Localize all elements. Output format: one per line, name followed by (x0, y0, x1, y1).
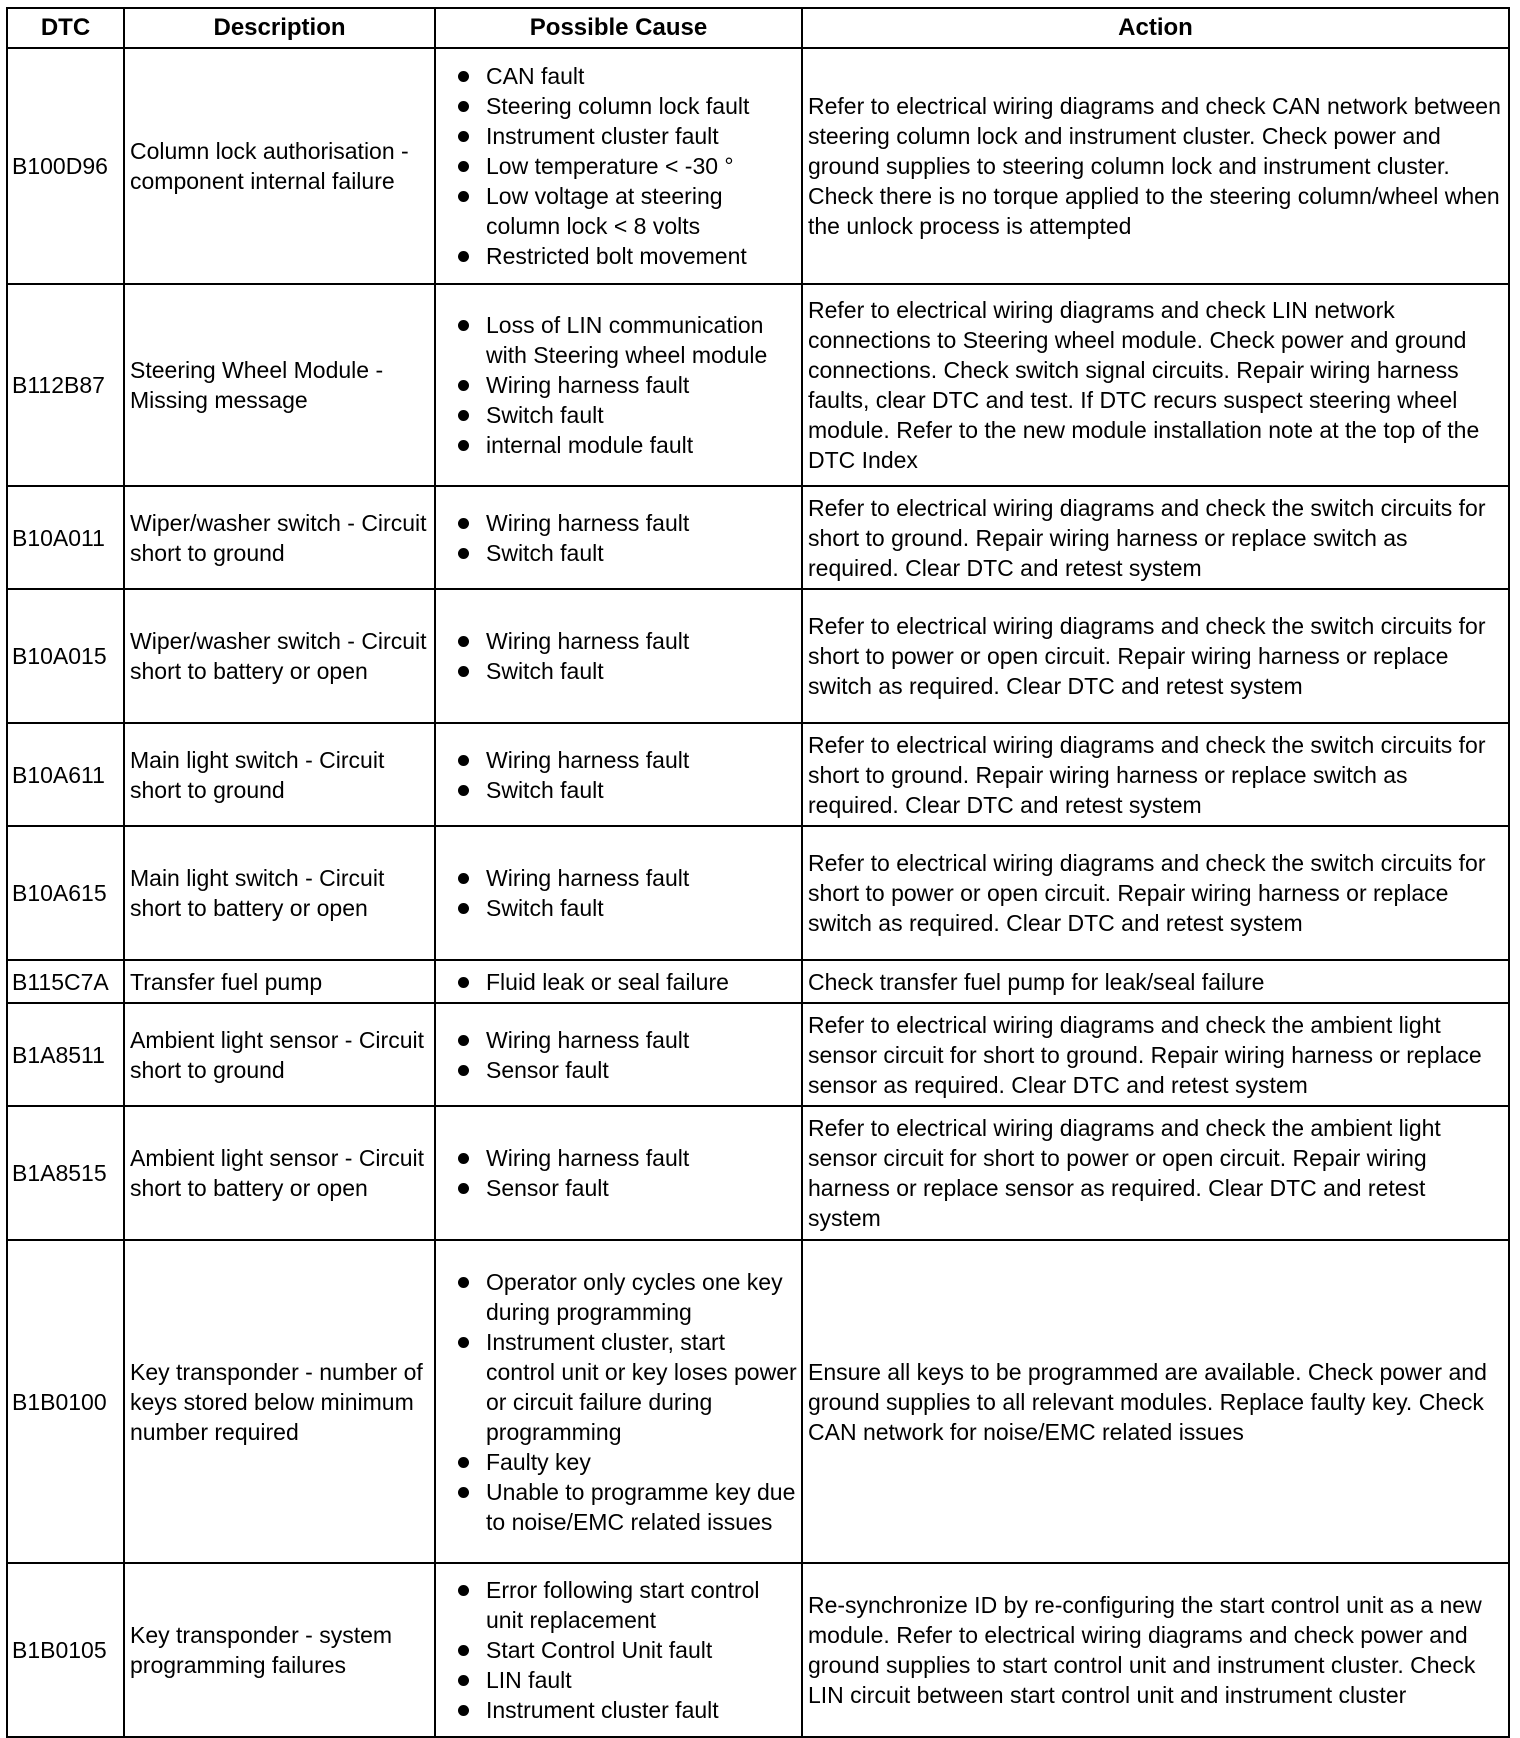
list-item (456, 1665, 797, 1695)
dtc-action: Refer to electrical wiring diagrams and check the switch circuits for short to ground. Repair wiring harness or replace switch as required. Clear DTC and retest system (802, 486, 1509, 589)
possible-cause-cell (435, 826, 802, 960)
list-item (456, 1143, 797, 1173)
table-row (7, 589, 1509, 723)
list-item (456, 1055, 797, 1085)
bullet-icon (458, 410, 469, 421)
list-item (456, 1477, 797, 1537)
bullet-icon (458, 977, 469, 988)
dtc-description: Main light switch - Circuit short to battery or open (124, 826, 435, 960)
dtc-action: Refer to electrical wiring diagrams and check the ambient light sensor circuit for short to ground. Repair wiring harness or replace sensor as required. Clear DTC and retest system (802, 1003, 1509, 1106)
dtc-code: B1B0100 (7, 1240, 124, 1563)
bullet-icon (458, 1487, 469, 1498)
list-item (456, 430, 797, 460)
table-row (7, 1563, 1509, 1737)
table-row (7, 284, 1509, 486)
dtc-code: B1B0105 (7, 1563, 124, 1737)
cause-list (456, 1025, 797, 1085)
dtc-action: Refer to electrical wiring diagrams and check the switch circuits for short to power or open circuit. Repair wiring harness or replace switch as required. Clear DTC and retest system (802, 589, 1509, 723)
cause-text: Wiring harness fault (486, 1026, 690, 1053)
list-item (456, 310, 797, 370)
cause-list (456, 61, 797, 271)
header-action: Action (802, 8, 1509, 48)
cause-text: internal module fault (486, 432, 694, 458)
dtc-action: Refer to electrical wiring diagrams and check LIN network connections to Steering wheel module. Check power and ground connections. Check switch signal circuits. Repair wiring harness faults, clear DTC and test. If DTC recurs suspect steering wheel module. Refer to the new module installation note at the top of the DTC Index (802, 284, 1509, 486)
dtc-description: Column lock authorisation - component internal failure (124, 48, 435, 284)
dtc-code: B1A8515 (7, 1106, 124, 1240)
bullet-icon (458, 1675, 469, 1686)
dtc-description: Main light switch - Circuit short to ground (124, 723, 435, 826)
cause-text: Wiring harness fault (486, 865, 690, 891)
cause-text: Sensor fault (486, 1056, 609, 1083)
cause-text: Loss of LIN communication with Steering wheel module (486, 312, 768, 368)
dtc-action: Refer to electrical wiring diagrams and check the switch circuits for short to ground. Repair wiring harness or replace switch as required. Clear DTC and retest system (802, 723, 1509, 826)
cause-text: Start Control Unit fault (486, 1637, 713, 1663)
bullet-icon (458, 1035, 469, 1046)
list-item (456, 1267, 797, 1327)
cause-text: Low voltage at steering column lock < 8 volts (486, 183, 723, 239)
bullet-icon (458, 785, 469, 796)
list-item (456, 1635, 797, 1665)
header-dtc: DTC (7, 8, 124, 48)
header-description: Description (124, 8, 435, 48)
dtc-code: B10A011 (7, 486, 124, 589)
list-item (456, 1173, 797, 1203)
cause-text: Sensor fault (486, 1175, 609, 1201)
possible-cause-cell (435, 486, 802, 589)
cause-text: Low temperature < -30 ° (486, 153, 734, 179)
dtc-description: Wiper/washer switch - Circuit short to battery or open (124, 589, 435, 723)
bullet-icon (458, 1065, 469, 1076)
list-item (456, 400, 797, 430)
dtc-table (6, 7, 1510, 1738)
cause-list (456, 745, 797, 805)
list-item (456, 61, 797, 91)
dtc-action: Refer to electrical wiring diagrams and check CAN network between steering column lock and instrument cluster. Check power and ground supplies to steering column lock and instrument cluster. Check there is no torque applied to the steering column/wheel when the unlock process is attempted (802, 48, 1509, 284)
list-item (456, 508, 797, 538)
bullet-icon (458, 1457, 469, 1468)
dtc-description: Steering Wheel Module - Missing message (124, 284, 435, 486)
cause-text: Switch fault (486, 402, 604, 428)
cause-text: LIN fault (486, 1667, 572, 1693)
bullet-icon (458, 251, 469, 262)
dtc-action: Ensure all keys to be programmed are available. Check power and ground supplies to all relevant modules. Replace faulty key. Check CAN network for noise/EMC related issues (802, 1240, 1509, 1563)
bullet-icon (458, 1585, 469, 1596)
dtc-action: Re-synchronize ID by re-configuring the start control unit as a new module. Refer to electrical wiring diagrams and check power and ground supplies to start control unit and instrument cluster. Check LIN circuit between start control unit and instrument cluster (802, 1563, 1509, 1737)
list-item (456, 745, 797, 775)
cause-text: Faulty key (486, 1448, 591, 1475)
cause-list (456, 1575, 797, 1725)
possible-cause-cell (435, 1003, 802, 1106)
dtc-description: Wiper/washer switch - Circuit short to ground (124, 486, 435, 589)
list-item (456, 775, 797, 805)
table-body (7, 48, 1509, 1737)
cause-text: Switch fault (486, 895, 604, 921)
dtc-action: Refer to electrical wiring diagrams and check the ambient light sensor circuit for short to power or open circuit. Repair wiring harness or replace sensor as required. Clear DTC and retest system (802, 1106, 1509, 1240)
table-row (7, 486, 1509, 589)
possible-cause-cell (435, 48, 802, 284)
cause-text: Restricted bolt movement (486, 243, 747, 269)
bullet-icon (458, 1153, 469, 1164)
bullet-icon (458, 873, 469, 884)
table-row (7, 960, 1509, 1003)
cause-text: Wiring harness fault (486, 746, 690, 773)
cause-text: Switch fault (486, 658, 604, 684)
possible-cause-cell (435, 723, 802, 826)
bullet-icon (458, 320, 469, 331)
possible-cause-cell (435, 960, 802, 1003)
list-item (456, 1447, 797, 1477)
dtc-description: Key transponder - number of keys stored below minimum number required (124, 1240, 435, 1563)
bullet-icon (458, 101, 469, 112)
list-item (456, 121, 797, 151)
cause-text: Switch fault (486, 539, 604, 566)
cause-text: Wiring harness fault (486, 372, 690, 398)
cause-text: Wiring harness fault (486, 1145, 690, 1171)
bullet-icon (458, 161, 469, 172)
dtc-code: B10A611 (7, 723, 124, 826)
list-item (456, 1327, 797, 1447)
cause-text: Wiring harness fault (486, 628, 690, 654)
cause-text: Steering column lock fault (486, 93, 750, 119)
cause-text: Switch fault (486, 776, 604, 803)
cause-text: Instrument cluster fault (486, 123, 719, 149)
list-item (456, 1575, 797, 1635)
cause-text: Unable to programme key due to noise/EMC related issues (486, 1478, 796, 1535)
bullet-icon (458, 440, 469, 451)
cause-text: Instrument cluster, start control unit or key loses power or circuit failure during programming (486, 1328, 797, 1445)
dtc-description: Transfer fuel pump (124, 960, 435, 1003)
list-item (456, 91, 797, 121)
header-row (7, 8, 1509, 48)
cause-text: Instrument cluster fault (486, 1697, 719, 1723)
list-item (456, 967, 797, 997)
list-item (456, 656, 797, 686)
possible-cause-cell (435, 1240, 802, 1563)
bullet-icon (458, 518, 469, 529)
dtc-description: Key transponder - system programming failures (124, 1563, 435, 1737)
bullet-icon (458, 1277, 469, 1288)
dtc-code: B115C7A (7, 960, 124, 1003)
bullet-icon (458, 666, 469, 677)
header-possible-cause: Possible Cause (435, 8, 802, 48)
possible-cause-cell (435, 1563, 802, 1737)
cause-list (456, 1267, 797, 1537)
dtc-code: B100D96 (7, 48, 124, 284)
dtc-code: B112B87 (7, 284, 124, 486)
list-item (456, 893, 797, 923)
bullet-icon (458, 903, 469, 914)
cause-text: Fluid leak or seal failure (486, 968, 729, 995)
cause-list (456, 508, 797, 568)
table-row (7, 48, 1509, 284)
possible-cause-cell (435, 284, 802, 486)
list-item (456, 1695, 797, 1725)
cause-text: Error following start control unit replacement (486, 1577, 760, 1633)
list-item (456, 181, 797, 241)
cause-list (456, 310, 797, 460)
bullet-icon (458, 71, 469, 82)
dtc-description: Ambient light sensor - Circuit short to battery or open (124, 1106, 435, 1240)
list-item (456, 241, 797, 271)
table-row (7, 723, 1509, 826)
bullet-icon (458, 131, 469, 142)
dtc-code: B10A615 (7, 826, 124, 960)
bullet-icon (458, 548, 469, 559)
cause-list (456, 1143, 797, 1203)
dtc-code: B10A015 (7, 589, 124, 723)
list-item (456, 538, 797, 568)
dtc-description: Ambient light sensor - Circuit short to ground (124, 1003, 435, 1106)
table-row (7, 1106, 1509, 1240)
dtc-action: Check transfer fuel pump for leak/seal failure (802, 960, 1509, 1003)
list-item (456, 863, 797, 893)
bullet-icon (458, 1183, 469, 1194)
table-row (7, 1003, 1509, 1106)
bullet-icon (458, 1705, 469, 1716)
list-item (456, 151, 797, 181)
bullet-icon (458, 1337, 469, 1348)
bullet-icon (458, 1645, 469, 1656)
cause-list (456, 626, 797, 686)
bullet-icon (458, 636, 469, 647)
table-row (7, 1240, 1509, 1563)
possible-cause-cell (435, 589, 802, 723)
list-item (456, 626, 797, 656)
cause-list (456, 967, 797, 997)
cause-text: Operator only cycles one key during programming (486, 1268, 783, 1325)
dtc-action: Refer to electrical wiring diagrams and check the switch circuits for short to power or open circuit. Repair wiring harness or replace switch as required. Clear DTC and retest system (802, 826, 1509, 960)
dtc-code: B1A8511 (7, 1003, 124, 1106)
bullet-icon (458, 380, 469, 391)
bullet-icon (458, 191, 469, 202)
cause-text: CAN fault (486, 63, 585, 89)
list-item (456, 370, 797, 400)
possible-cause-cell (435, 1106, 802, 1240)
cause-text: Wiring harness fault (486, 509, 690, 536)
bullet-icon (458, 755, 469, 766)
table-row (7, 826, 1509, 960)
list-item (456, 1025, 797, 1055)
cause-list (456, 863, 797, 923)
